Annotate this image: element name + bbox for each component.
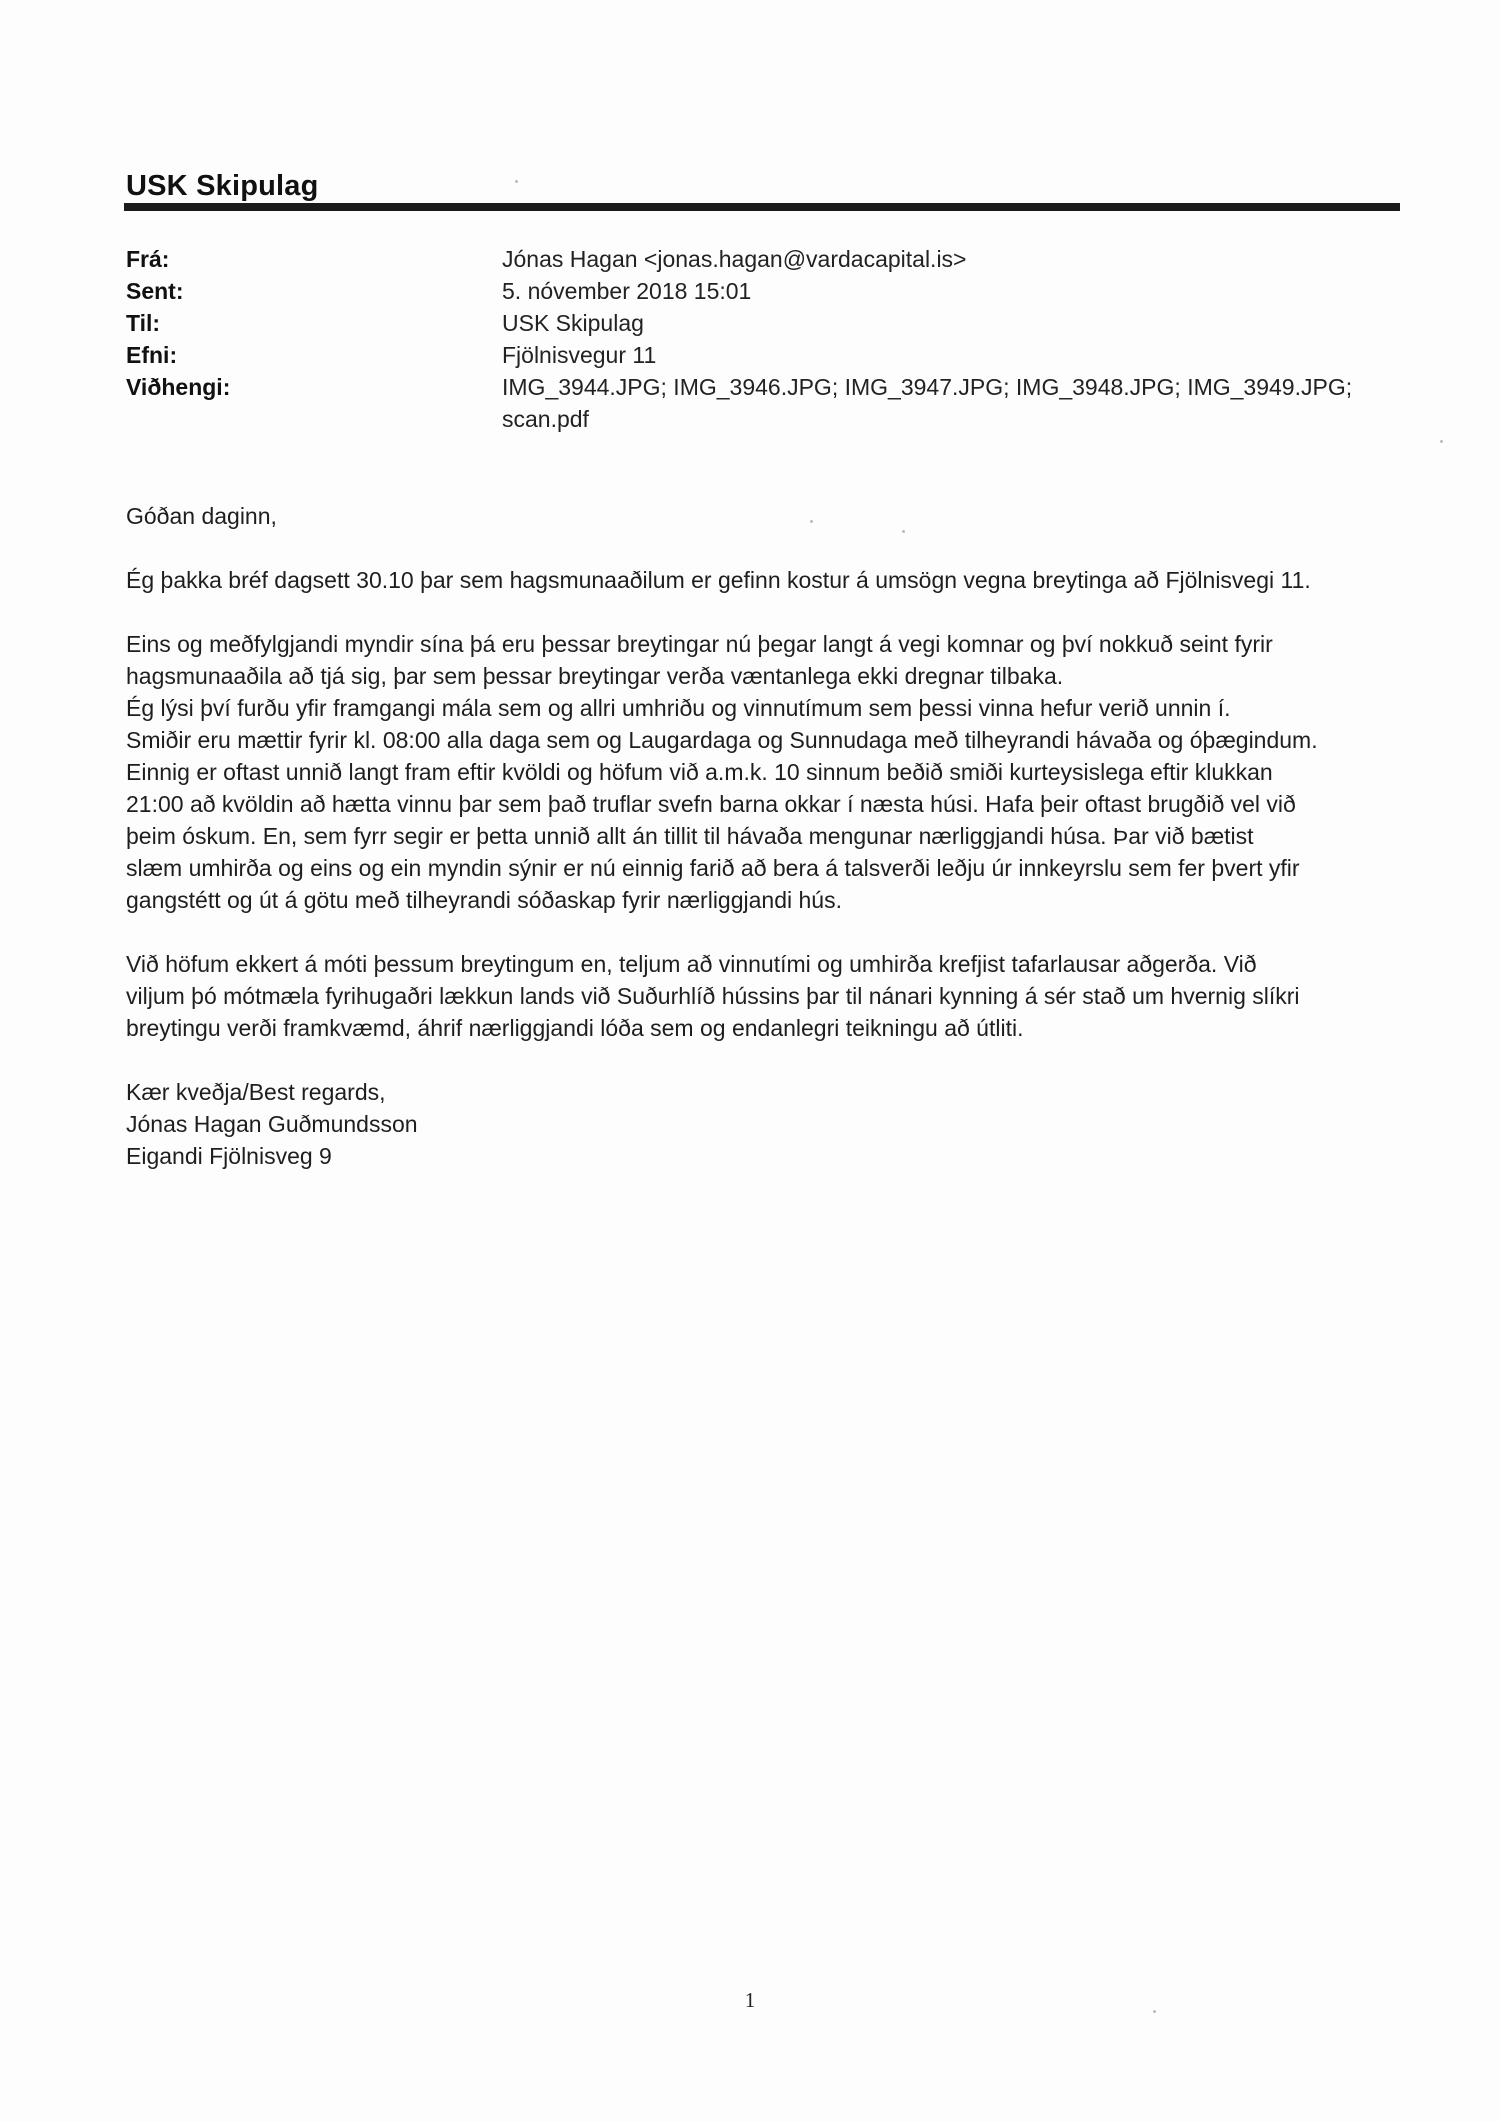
signature-block bbox=[126, 1076, 1406, 1172]
paragraph-1: Ég þakka bréf dagsett 30.10 þar sem hagsmunaaðilum er gefinn kostur á umsögn vegna breytinga að Fjölnisvegi 11. bbox=[126, 567, 1311, 593]
paragraph-2-line: hagsmunaaðila að tjá sig, þar sem þessar breytingar verða væntanlega ekki dregnar tilbaka. bbox=[126, 663, 1064, 689]
scan-speck bbox=[1440, 440, 1443, 443]
signature-name: Jónas Hagan Guðmundsson bbox=[126, 1111, 418, 1137]
title-divider bbox=[124, 203, 1400, 211]
paragraph-2-line: þeim óskum. En, sem fyrr segir er þetta unnið allt án tillit til hávaða mengunar nærliggjandi húsa. Þar við bætist bbox=[126, 823, 1254, 849]
document-title: USK Skipulag bbox=[126, 170, 319, 202]
paragraph-3 bbox=[126, 948, 1406, 1044]
email-header bbox=[126, 243, 1396, 435]
scan-speck bbox=[515, 180, 518, 183]
paragraph-2 bbox=[126, 628, 1406, 916]
header-row-sent bbox=[126, 275, 1396, 307]
closing: Kær kveðja/Best regards, bbox=[126, 1079, 386, 1105]
header-value-attachments: IMG_3944.JPG; IMG_3946.JPG; IMG_3947.JPG; IMG_3948.JPG; IMG_3949.JPG; scan.pdf bbox=[502, 374, 1353, 432]
paragraph-2-line: Einnig er oftast unnið langt fram eftir kvöldi og höfum við a.m.k. 10 sinnum beðið smiði kurteysislega eftir klukkan bbox=[126, 759, 1273, 785]
page-number: 1 bbox=[744, 1988, 756, 2012]
paragraph-3-line: viljum þó mótmæla fyrihugaðri lækkun lands við Suðurhlíð hússins þar til nánari kynning á sér stað um hvernig slíkri bbox=[126, 983, 1300, 1009]
paragraph-2-line: gangstétt og út á götu með tilheyrandi sóðaskap fyrir nærliggjandi hús. bbox=[126, 887, 842, 913]
header-value-sent: 5. nóvember 2018 15:01 bbox=[502, 278, 752, 304]
email-body bbox=[126, 500, 1406, 1172]
paragraph-2-line: Smiðir eru mættir fyrir kl. 08:00 alla daga sem og Laugardaga og Sunnudaga með tilheyrandi hávaða og óþægindum. bbox=[126, 727, 1318, 753]
header-value-to: USK Skipulag bbox=[502, 310, 644, 336]
paragraph-2-line: slæm umhirða og eins og ein myndin sýnir er nú einnig farið að bera á talsverði leðju úr innkeyrslu sem fer þvert yfir bbox=[126, 855, 1300, 881]
paragraph-2-line: Eins og meðfylgjandi myndir sína þá eru þessar breytingar nú þegar langt á vegi komnar og því nokkuð seint fyrir bbox=[126, 631, 1273, 657]
header-label-sent: Sent: bbox=[126, 278, 184, 304]
header-row-from bbox=[126, 243, 1396, 275]
greeting: Góðan daginn, bbox=[126, 503, 277, 529]
header-row-subject bbox=[126, 339, 1396, 371]
header-label-from: Frá: bbox=[126, 246, 170, 272]
header-label-subject: Efni: bbox=[126, 342, 178, 368]
header-row-to bbox=[126, 307, 1396, 339]
paragraph-2-line: Ég lýsi því furðu yfir framgangi mála sem og allri umhriðu og vinnutímum sem þessi vinna hefur verið unnin í. bbox=[126, 695, 1231, 721]
header-value-subject: Fjölnisvegur 11 bbox=[502, 342, 657, 368]
header-label-to: Til: bbox=[126, 310, 161, 336]
header-label-attachments: Viðhengi: bbox=[126, 374, 231, 400]
paragraph-2-line: 21:00 að kvöldin að hætta vinnu þar sem það truflar svefn barna okkar í næsta húsi. Hafa þeir oftast brugðið vel við bbox=[126, 791, 1296, 817]
paragraph-3-line: breytingu verði framkvæmd, áhrif nærliggjandi lóða sem og endanlegri teikningu að útliti. bbox=[126, 1015, 1024, 1041]
header-row-attachments bbox=[126, 371, 1396, 435]
paragraph-3-line: Við höfum ekkert á móti þessum breytingum en, teljum að vinnutími og umhirða krefjist tafarlausar aðgerða. Við bbox=[126, 951, 1257, 977]
header-value-from: Jónas Hagan <jonas.hagan@vardacapital.is> bbox=[502, 246, 967, 272]
signature-title: Eigandi Fjölnisveg 9 bbox=[126, 1143, 332, 1169]
